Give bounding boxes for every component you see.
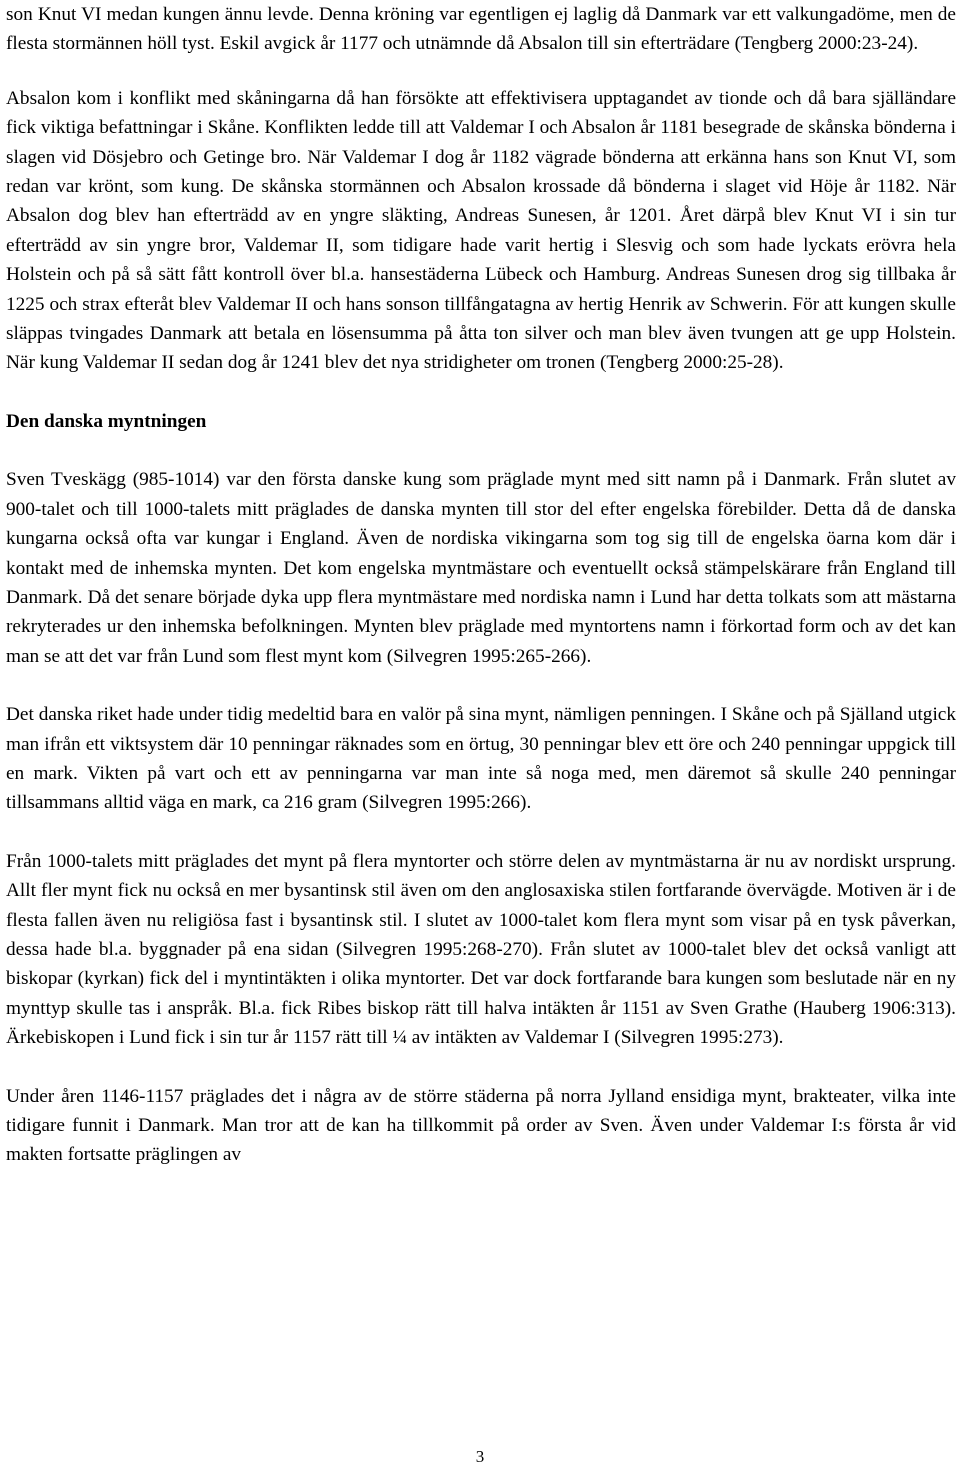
- document-page: [6, 0, 956, 1170]
- paragraph-gap: [6, 436, 956, 465]
- paragraph-sven-tveskagg: Sven Tveskägg (985-1014) var den första danske kung som präglade mynt med sitt namn på i Danmark. Från slutet av 900-talet och till 1000-talets mitt präglades de danska mynten till stor del efter engelska förebilder. Detta då de danska kungarna också ofta var kungar i England. Även de nordiska vikingarna som tog sig till de engelska öarna kom där i kontakt med de inhemska mynten. Det kom engelska myntmästare och eventuellt också stämpelskärare från England till Danmark. Då det senare började dyka upp flera myntmästare med nordiska namn i Lund har detta tolkats som att mästarna rekryterades ur den inhemska befolkningen. Mynten blev präglade med myntortens namn i förkortad form och av det kan man se att det var från Lund som flest mynt kom (Silvegren 1995:265-266).: [6, 469, 956, 667]
- page-number: 3: [475, 1447, 485, 1466]
- paragraph-intro: son Knut VI medan kungen ännu levde. Denna kröning var egentligen ej laglig då Danmark var ett valkungadöme, men de flesta stormännen höll tyst. Eskil avgick år 1177 och utnämnde då Absalon till sin efterträdare (Tengberg 2000:23-24).: [6, 4, 956, 55]
- paragraph-gap: [6, 59, 956, 84]
- paragraph-gap: [6, 671, 956, 700]
- paragraph-brakteater: Under åren 1146-1157 präglades det i några av de större städerna på norra Jylland ensidiga mynt, brakteater, vilka inte tidigare funnit i Danmark. Man tror att de kan ha tillkommit på order av Sven. Även under Valdemar I:s första år vid makten fortsatte präglingen av: [6, 1085, 956, 1166]
- section-heading: Den danska myntningen: [6, 410, 207, 432]
- paragraph-penningen: Det danska riket hade under tidig medeltid bara en valör på sina mynt, nämligen penningen. I Skåne och på Själland utgick man ifrån ett viktsystem där 10 penningar räknades som en örtug, 30 penningar blev ett öre och 240 penningar uppgick till en mark. Vikten på vart och ett av penningarna var man inte så noga med, men däremot så skulle 240 penningar tillsammans alltid väga en mark, ca 216 gram (Silvegren 1995:266).: [6, 704, 956, 814]
- paragraph-gap: [6, 1053, 956, 1082]
- paragraph-myntorter: Från 1000-talets mitt präglades det mynt på flera myntorter och större delen av myntmästarna är nu av nordiskt ursprung. Allt fler mynt fick nu också en mer bysantinsk stil även om den anglosaxiska stilen fortfarande övervägde. Motiven är i de flesta fallen även nu religiösa fast i bysantinsk stil. I slutet av 1000-talet kom flera mynt som visar på en tysk påverkan, dessa hade bl.a. byggnader på ena sidan (Silvegren 1995:268-270). Från slutet av 1000-talet blev det också vanligt att biskopar (kyrkan) fick del i myntintäkten i olika myntorter. Det var dock fortfarande bara kungen som beslutade när en ny mynttyp skulle tas i anspråk. Bl.a. fick Ribes biskop rätt till halva intäkten år 1151 av Sven Grathe (Hauberg 1906:313). Ärkebiskopen i Lund fick i sin tur år 1157 rätt till ¼ av intäkten av Valdemar I (Silvegren 1995:273).: [6, 850, 956, 1049]
- paragraph-gap: [6, 818, 956, 847]
- paragraph-gap: [6, 378, 956, 407]
- paragraph-absalon-conflict: Absalon kom i konflikt med skåningarna då han försökte att effektivisera upptagandet av tionde och då bara själländare fick viktiga befattningar i Skåne. Konflikten ledde till att Valdemar I och Absalon år 1181 besegrade de skånska bönderna i slagen vid Dösjebro och Getinge bro. När Valdemar I dog år 1182 vägrade bönderna att erkänna hans son Knut VI, som redan var krönt, som kung. De skånska stormännen och Absalon krossade då bönderna i slaget vid Höje år 1182. När Absalon dog blev han efterträdd av en yngre släkting, Andreas Sunesen, år 1201. Året därpå blev Knut VI i sin tur efterträdd av sin yngre bror, Valdemar II, som tidigare hade varit hertig i Slesvig och som hade lyckats erövra hela Holstein och på så sätt fått kontroll över bl.a. hansestäderna Lübeck och Hamburg. Andreas Sunesen drog sig tillbaka år 1225 och strax efteråt blev Valdemar II och hans sonson tillfångatagna av hertig Henrik av Schwerin. För att kungen skulle släppas tvingades Danmark att betala en lösensumma på åtta ton silver och man blev även tvungen att ge upp Holstein. När kung Valdemar II sedan dog år 1241 blev det nya stridigheter om tronen (Tengberg 2000:25-28).: [6, 87, 956, 374]
